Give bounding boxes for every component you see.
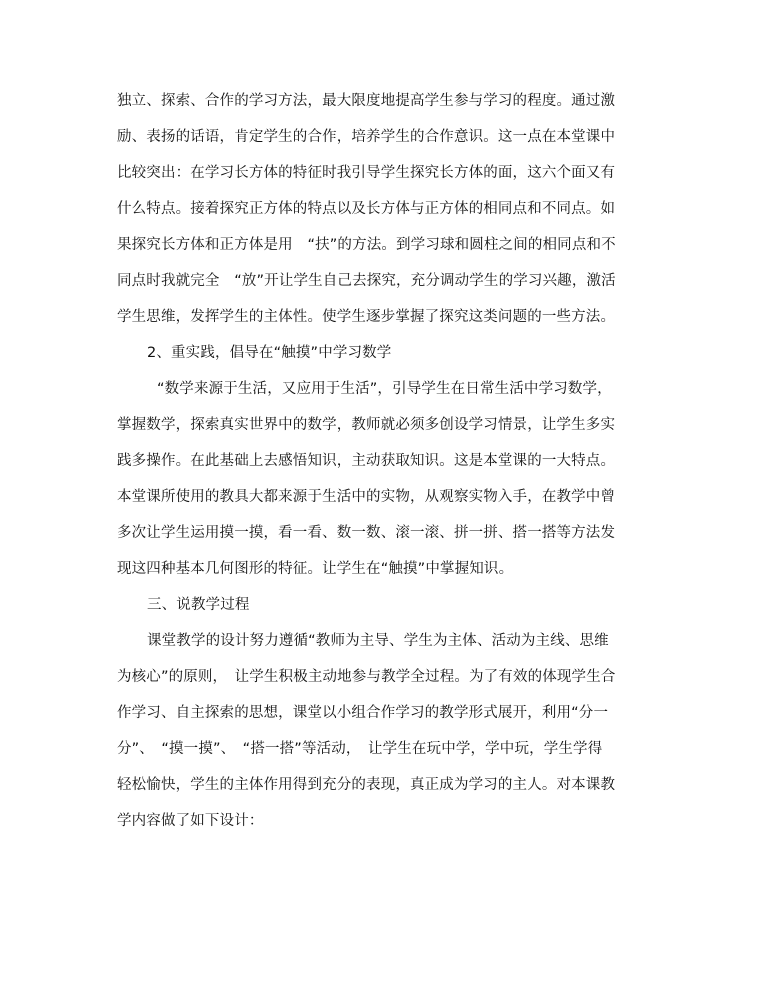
section-heading: 2、重实践，倡导在“触摸”中学习数学 xyxy=(147,345,392,361)
text-line: 学生思维，发挥学生的主体性。使学生逐步掌握了探究这类问题的一些方法。 xyxy=(117,309,616,325)
section-heading: 三、说教学过程 xyxy=(147,597,250,613)
text-line: 掌握数学，探索真实世界中的数学，教师就必须多创设学习情景，让学生多实 xyxy=(117,417,616,433)
text-line: 践多操作。在此基础上去感悟知识，主动获取知识。这是本堂课的一大特点。 xyxy=(117,453,616,469)
text-line: 课堂教学的设计努力遵循“教师为主导、学生为主体、活动为主线、思维 xyxy=(147,633,609,649)
text-line: 独立、探索、合作的学习方法，最大限度地提高学生参与学习的程度。通过激 xyxy=(117,93,616,109)
text-line: 作学习、自主探索的思想，课堂以小组合作学习的教学形式展开，利用“分一 xyxy=(117,705,609,721)
text-line: 为核心”的原则， 让学生积极主动地参与教学全过程。为了有效的体现学生合 xyxy=(117,669,616,685)
text-line: 轻松愉快，学生的主体作用得到充分的表现，真正成为学习的主人。对本课教 xyxy=(117,777,616,793)
text-line: 什么特点。接着探究正方体的特点以及长方体与正方体的相同点和不同点。如 xyxy=(117,201,616,217)
text-line: 多次让学生运用摸一摸，看一看、数一数、滚一滚、拼一拼、搭一搭等方法发 xyxy=(117,525,616,541)
text-line: 同点时我就完全 “放”开让学生自己去探究，充分调动学生的学习兴趣，激活 xyxy=(117,273,616,289)
text-line: “数学来源于生活，又应用于生活”，引导学生在日常生活中学习数学， xyxy=(157,381,612,397)
text-line: 果探究长方体和正方体是用 “扶”的方法。到学习球和圆柱之间的相同点和不 xyxy=(117,237,616,253)
text-line: 本堂课所使用的教具大都来源于生活中的实物，从观察实物入手，在教学中曾 xyxy=(117,489,616,505)
text-line: 现这四种基本几何图形的特征。让学生在“触摸”中掌握知识。 xyxy=(117,561,514,577)
text-line: 学内容做了如下设计： xyxy=(117,813,264,829)
text-line: 分”、 “摸一摸”、 “搭一搭”等活动， 让学生在玩中学，学中玩，学生学得 xyxy=(117,741,603,757)
text-line: 励、表扬的话语，肯定学生的合作，培养学生的合作意识。这一点在本堂课中 xyxy=(117,129,616,145)
text-line: 比较突出：在学习长方体的特征时我引导学生探究长方体的面，这六个面又有 xyxy=(117,165,616,181)
